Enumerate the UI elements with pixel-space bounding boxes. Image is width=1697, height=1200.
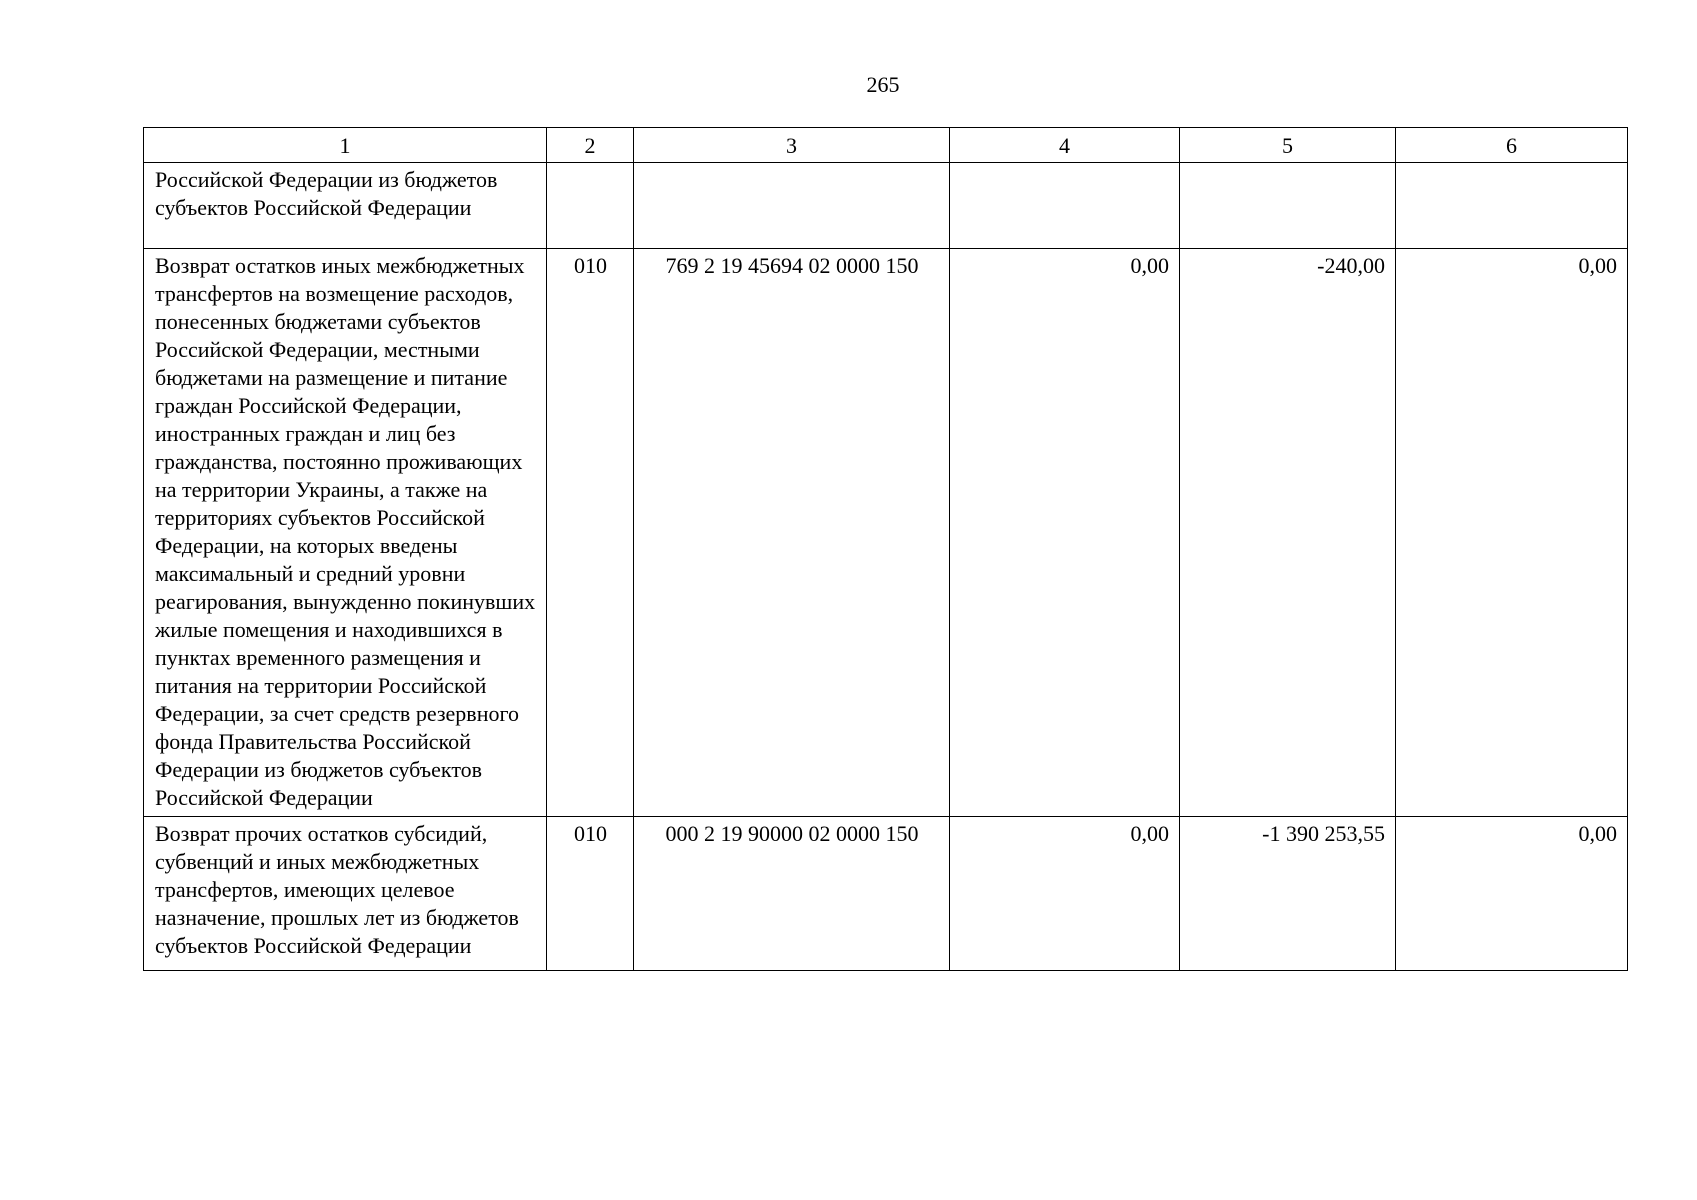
row-value-5: -240,00	[1180, 249, 1396, 817]
row-value-4: 0,00	[950, 817, 1180, 971]
row-code	[547, 163, 634, 249]
column-header-4: 4	[950, 128, 1180, 163]
row-value-4	[950, 163, 1180, 249]
row-value-6: 0,00	[1396, 817, 1628, 971]
row-kbk	[634, 163, 950, 249]
table-row	[144, 249, 1628, 817]
column-header-6: 6	[1396, 128, 1628, 163]
row-code: 010	[547, 817, 634, 971]
budget-table	[143, 127, 1628, 971]
row-value-6: 0,00	[1396, 249, 1628, 817]
table-row	[144, 163, 1628, 249]
row-value-6	[1396, 163, 1628, 249]
column-header-3: 3	[634, 128, 950, 163]
row-value-5: -1 390 253,55	[1180, 817, 1396, 971]
row-kbk: 000 2 19 90000 02 0000 150	[634, 817, 950, 971]
table-header-row	[144, 128, 1628, 163]
page-number: 265	[866, 72, 900, 97]
row-name: Возврат прочих остатков субсидий, субвенций и иных межбюджетных трансфертов, имеющих целевое назначение, прошлых лет из бюджетов субъектов Российской Федерации	[144, 817, 547, 971]
column-header-5: 5	[1180, 128, 1396, 163]
column-header-2: 2	[547, 128, 634, 163]
row-name: Возврат остатков иных межбюджетных трансфертов на возмещение расходов, понесенных бюджетами субъектов Российской Федерации, местными бюджетами на размещение и питание граждан Российской Федерации, иностранных граждан и лиц без гражданства, постоянно проживающих на территории Украины, а также на территориях субъектов Российской Федерации, на которых введены максимальный и средний уровни реагирования, вынужденно покинувших жилые помещения и находившихся в пунктах временного размещения и питания на территории Российской Федерации, за счет средств резервного фонда Правительства Российской Федерации из бюджетов субъектов Российской Федерации	[144, 249, 547, 817]
row-value-4: 0,00	[950, 249, 1180, 817]
row-value-5	[1180, 163, 1396, 249]
row-name: Российской Федерации из бюджетов субъектов Российской Федерации	[144, 163, 547, 249]
column-header-1: 1	[144, 128, 547, 163]
table-row	[144, 817, 1628, 971]
row-kbk: 769 2 19 45694 02 0000 150	[634, 249, 950, 817]
row-code: 010	[547, 249, 634, 817]
